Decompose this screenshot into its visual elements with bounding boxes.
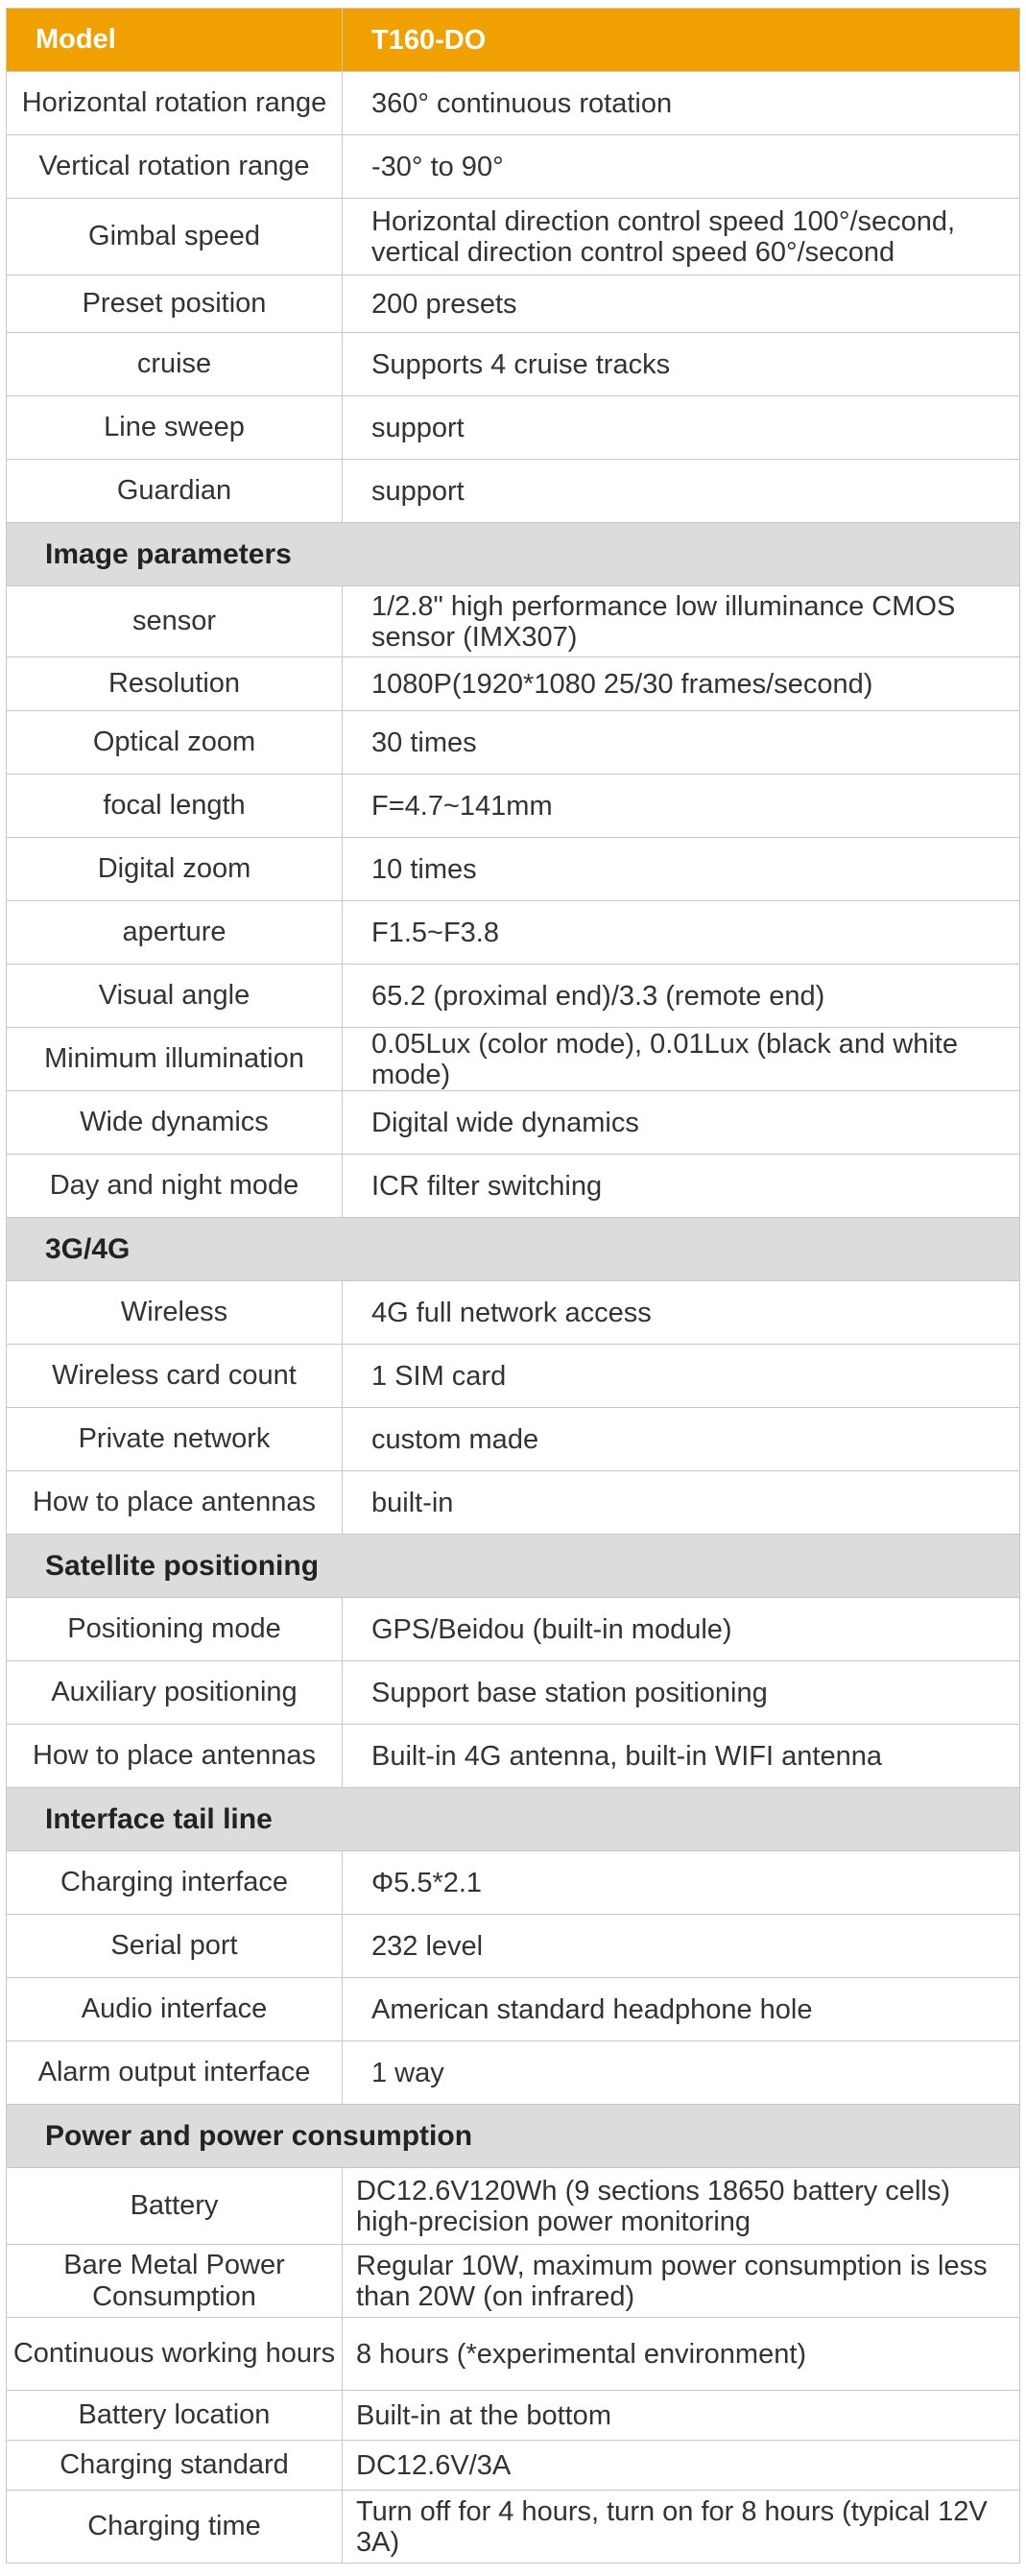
table-row xyxy=(7,1978,1020,2041)
row-label: Bare Metal Power Consumption xyxy=(7,2245,343,2318)
row-value: 30 times xyxy=(343,711,1020,775)
table-row xyxy=(7,1408,1020,1471)
section-title: Satellite positioning xyxy=(7,1535,1020,1598)
row-value: support xyxy=(343,460,1020,523)
row-label: Private network xyxy=(7,1408,343,1471)
table-row xyxy=(7,1345,1020,1408)
row-label: Guardian xyxy=(7,460,343,523)
table-row xyxy=(7,2168,1020,2245)
row-label: Positioning mode xyxy=(7,1598,343,1661)
row-value: DC12.6V/3A xyxy=(343,2441,1020,2491)
row-value: American standard headphone hole xyxy=(343,1978,1020,2041)
table-row xyxy=(7,1091,1020,1155)
row-value: support xyxy=(343,396,1020,460)
section-title: Interface tail line xyxy=(7,1788,1020,1851)
row-value: -30° to 90° xyxy=(343,135,1020,199)
row-value: Horizontal direction control speed 100°/second, vertical direction control speed 60°/second xyxy=(343,199,1020,275)
table-row xyxy=(7,333,1020,396)
row-label: Visual angle xyxy=(7,965,343,1028)
table-row xyxy=(7,460,1020,523)
row-label: Charging standard xyxy=(7,2441,343,2491)
row-label: Preset position xyxy=(7,275,343,333)
row-value: custom made xyxy=(343,1408,1020,1471)
table-row xyxy=(7,965,1020,1028)
row-value: built-in xyxy=(343,1471,1020,1535)
row-value: Built-in at the bottom xyxy=(343,2391,1020,2441)
row-label: How to place antennas xyxy=(7,1725,343,1788)
section-title: 3G/4G xyxy=(7,1218,1020,1281)
row-label: Minimum illumination xyxy=(7,1028,343,1091)
table-row xyxy=(7,2318,1020,2391)
table-row xyxy=(7,1155,1020,1218)
section-header-satellite-positioning xyxy=(7,1535,1020,1598)
row-label: Gimbal speed xyxy=(7,199,343,275)
row-value: DC12.6V120Wh (9 sections 18650 battery cells) high-precision power monitoring xyxy=(343,2168,1020,2245)
row-value: 10 times xyxy=(343,838,1020,901)
table-row xyxy=(7,901,1020,965)
table-row xyxy=(7,711,1020,775)
row-label: Auxiliary positioning xyxy=(7,1661,343,1725)
header-model: T160-DO xyxy=(343,9,1020,72)
row-label: Resolution xyxy=(7,657,343,711)
table-row xyxy=(7,275,1020,333)
table-row xyxy=(7,2041,1020,2105)
row-value: 1 way xyxy=(343,2041,1020,2105)
row-label: Charging time xyxy=(7,2491,343,2564)
table-row xyxy=(7,1028,1020,1091)
row-value: Built-in 4G antenna, built-in WIFI antenna xyxy=(343,1725,1020,1788)
section-header-3g-4g xyxy=(7,1218,1020,1281)
row-label: Alarm output interface xyxy=(7,2041,343,2105)
row-label: Battery location xyxy=(7,2391,343,2441)
table-row xyxy=(7,1661,1020,1725)
row-value: Φ5.5*2.1 xyxy=(343,1851,1020,1915)
row-label: Line sweep xyxy=(7,396,343,460)
table-row xyxy=(7,135,1020,199)
row-value: 65.2 (proximal end)/3.3 (remote end) xyxy=(343,965,1020,1028)
section-title: Image parameters xyxy=(7,523,1020,586)
row-label: Digital zoom xyxy=(7,838,343,901)
row-value: 4G full network access xyxy=(343,1281,1020,1345)
header-row xyxy=(7,9,1020,72)
row-label: Vertical rotation range xyxy=(7,135,343,199)
row-label: How to place antennas xyxy=(7,1471,343,1535)
row-label: focal length xyxy=(7,775,343,838)
table-row xyxy=(7,586,1020,657)
table-row xyxy=(7,2245,1020,2318)
row-value: 8 hours (*experimental environment) xyxy=(343,2318,1020,2391)
row-value: Regular 10W, maximum power consumption is less than 20W (on infrared) xyxy=(343,2245,1020,2318)
row-label: Wireless xyxy=(7,1281,343,1345)
row-label: Optical zoom xyxy=(7,711,343,775)
row-value: GPS/Beidou (built-in module) xyxy=(343,1598,1020,1661)
table-row xyxy=(7,657,1020,711)
table-row xyxy=(7,199,1020,275)
row-value: Digital wide dynamics xyxy=(343,1091,1020,1155)
table-row xyxy=(7,1915,1020,1978)
row-value: Support base station positioning xyxy=(343,1661,1020,1725)
table-row xyxy=(7,2491,1020,2564)
row-label: Wireless card count xyxy=(7,1345,343,1408)
row-value: Supports 4 cruise tracks xyxy=(343,333,1020,396)
row-value: 0.05Lux (color mode), 0.01Lux (black and white mode) xyxy=(343,1028,1020,1091)
row-label: Serial port xyxy=(7,1915,343,1978)
row-value: Turn off for 4 hours, turn on for 8 hours (typical 12V 3A) xyxy=(343,2491,1020,2564)
row-label: Horizontal rotation range xyxy=(7,72,343,135)
table-row xyxy=(7,1851,1020,1915)
row-label: Continuous working hours xyxy=(7,2318,343,2391)
row-value: F1.5~F3.8 xyxy=(343,901,1020,965)
section-title: Power and power consumption xyxy=(7,2105,1020,2168)
table-row xyxy=(7,2441,1020,2491)
row-value: 232 level xyxy=(343,1915,1020,1978)
row-label: Wide dynamics xyxy=(7,1091,343,1155)
row-value: 1/2.8" high performance low illuminance CMOS sensor (IMX307) xyxy=(343,586,1020,657)
row-label: cruise xyxy=(7,333,343,396)
table-row xyxy=(7,1471,1020,1535)
row-label: aperture xyxy=(7,901,343,965)
row-label: Day and night mode xyxy=(7,1155,343,1218)
table-row xyxy=(7,2391,1020,2441)
table-row xyxy=(7,396,1020,460)
row-value: 1080P(1920*1080 25/30 frames/second) xyxy=(343,657,1020,711)
row-value: 360° continuous rotation xyxy=(343,72,1020,135)
row-label: sensor xyxy=(7,586,343,657)
section-header-power xyxy=(7,2105,1020,2168)
table-row xyxy=(7,838,1020,901)
row-label: Battery xyxy=(7,2168,343,2245)
section-header-image-parameters xyxy=(7,523,1020,586)
table-row xyxy=(7,72,1020,135)
section-header-interface-tail-line xyxy=(7,1788,1020,1851)
row-label: Audio interface xyxy=(7,1978,343,2041)
row-value: ICR filter switching xyxy=(343,1155,1020,1218)
header-label: Model xyxy=(7,9,343,72)
row-value: 1 SIM card xyxy=(343,1345,1020,1408)
row-value: F=4.7~141mm xyxy=(343,775,1020,838)
spec-table xyxy=(6,8,1020,2564)
table-row xyxy=(7,1598,1020,1661)
table-row xyxy=(7,775,1020,838)
row-label: Charging interface xyxy=(7,1851,343,1915)
row-value: 200 presets xyxy=(343,275,1020,333)
table-row xyxy=(7,1281,1020,1345)
table-row xyxy=(7,1725,1020,1788)
